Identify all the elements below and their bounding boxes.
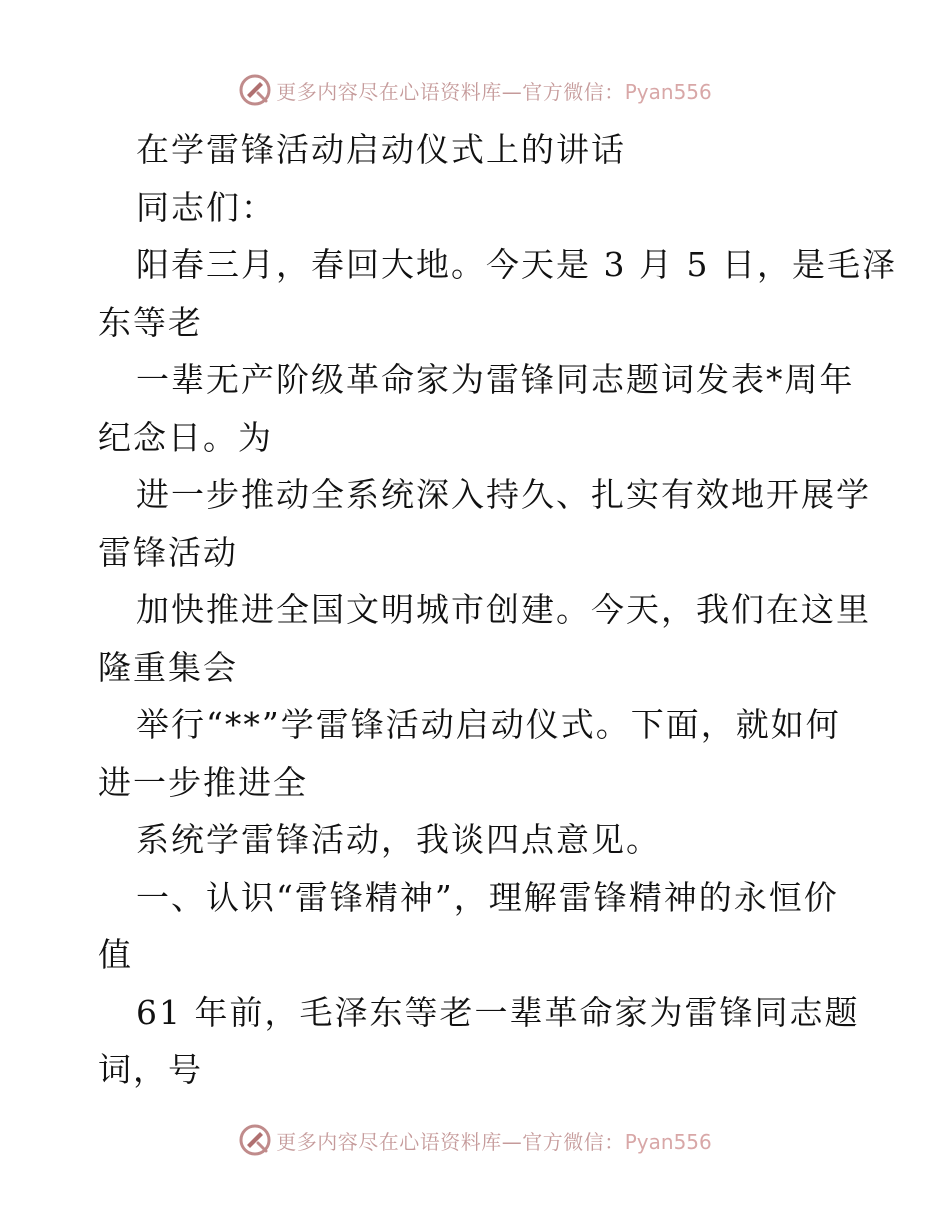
- paragraph-line: 加快推进全国文明城市创建。今天，我们在这里: [136, 590, 871, 629]
- paragraph-line: 系统学雷锋活动，我谈四点意见。: [136, 820, 661, 859]
- document-title: 在学雷锋活动启动仪式上的讲话: [136, 130, 626, 169]
- paragraph-line: 举行“**”学雷锋活动启动仪式。下面，就如何: [136, 705, 841, 744]
- section-heading: 值: [98, 935, 133, 974]
- paragraph-line: 阳春三月，春回大地。今天是 3 月 5 日，是毛泽: [136, 245, 897, 284]
- watermark-footer: [0, 1120, 950, 1160]
- paragraph-line: 词，号: [98, 1050, 203, 1089]
- paragraph-line: 进一步推进全: [98, 762, 308, 802]
- salutation: 同志们：: [136, 187, 276, 227]
- seal-logo-icon: [238, 73, 272, 107]
- watermark-header: [0, 70, 950, 110]
- paragraph-line: 东等老: [98, 302, 203, 342]
- watermark-text: 更多内容尽在心语资料库—官方微信：Pyan556: [276, 1129, 712, 1154]
- paragraph-line: 进一步推动全系统深入持久、扎实有效地开展学: [136, 475, 871, 514]
- document-body: [98, 121, 897, 1099]
- paragraph-line: 61 年前，毛泽东等老一辈革命家为雷锋同志题: [136, 992, 860, 1032]
- paragraph-line: 雷锋活动: [98, 532, 238, 572]
- paragraph-line: 纪念日。为: [98, 417, 273, 457]
- section-heading: 一、认识“雷锋精神”，理解雷锋精神的永恒价: [136, 877, 839, 917]
- paragraph-line: 一辈无产阶级革命家为雷锋同志题词发表*周年: [136, 360, 855, 399]
- paragraph-line: 隆重集会: [98, 647, 238, 687]
- seal-logo-icon: [238, 1123, 272, 1157]
- watermark-text: 更多内容尽在心语资料库—官方微信：Pyan556: [276, 79, 712, 104]
